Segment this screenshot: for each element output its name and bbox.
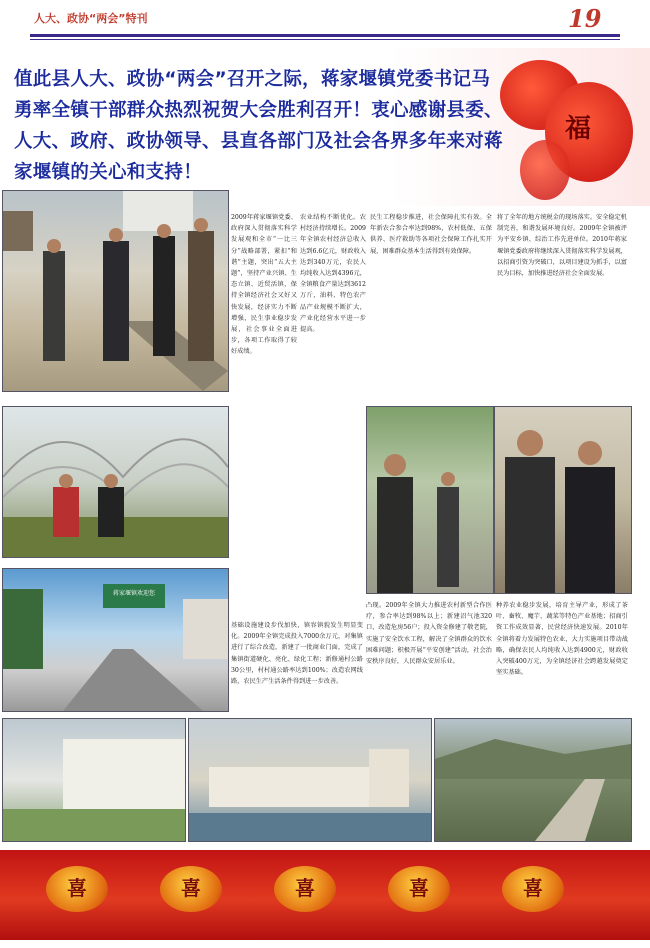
lantern-character: 喜 [67,876,87,900]
photo-town-street [2,568,229,712]
article-column-2: 农业结构不断优化。农村经济持续增长。2009年全镇农村经济总收入达到6.6亿元，财政收入达到340万元，农民人均纯收入达到4396元，全镇粮食产量达到3612万斤，油料、特色农产品产业规模不断扩大，产业化经营水平进一步提高。 [300,214,366,334]
photo-new-village-scene [189,719,431,841]
photo-leaders-talking [366,406,494,594]
page-number: 19 [568,4,602,33]
headline-text: 值此县人大、政协“两会”召开之际，蒋家堰镇党委书记马 勇率全镇干部群众热烈祝贺大会胜利召开！衷心感谢县委、人大、政府、政协领导、县直各部门及社会各界多年来对蒋家堰镇的关心和支持！ [14,69,509,183]
lantern-character: 喜 [409,876,429,900]
article-lower-1: 凸现。2009年全镇大力推进农村新型合作医疗，参合率达到98%以上；新建沼气池320口，改造危房56户；投入资金修建了敬老院，实施了安全饮水工程，解决了全镇群众的饮水困难问题；积极开展“平安创建”活动，社会治安秩序良好，人民群众安居乐业。 [366,602,492,666]
article-lower-2: 种养农业稳步发展，培育主导产业，形成了茶叶、畜牧、魔芋、蔬菜等特色产业基地；招商引资工作成效显著，民营经济快速发展。2010年全镇将着力发展特色农业，大力实施项目带动战略，确保农民人均纯收入达到4900元，财政收入突破400万元，为全镇经济社会跨越发展奠定坚实基础。 [496,602,628,677]
red-lantern-icon [520,140,570,200]
photo-new-village [188,718,432,842]
lantern-character: 喜 [181,876,201,900]
special-issue-title: 人大、政协“两会”特刊 [34,12,148,25]
photo-road-inspection-scene [3,191,228,391]
photo-greenhouse-scene [3,407,228,557]
article-column-1: 2009年蒋家堰镇党委、政府深入贯彻落实科学发展观和全市“一比三分”战略部署，紧扣“和谐”主题，突出“五大主题”，坚持产业兴镇、生态立镇、近贸活镇，保持全镇经济社会又好又快发展，经济实力不断增强，民生事业稳步发展，社会事业全面进步，各项工作取得了较好成绩。 [231,214,297,356]
header-rule [30,34,620,37]
welcome-sign-text: 蒋家堰镇欢迎您 [112,590,155,597]
lantern-character: 喜 [523,876,543,900]
photo-leaders-visiting [494,406,632,594]
photo-leaders-talking-scene [367,407,493,593]
photo-village-buildings [2,718,186,842]
lantern-character: 喜 [295,876,315,900]
article-middle: 基础设施建设步伐加快，镇容镇貌发生明显变化。2009年全镇完成投入7000余万元，对集镇进行了综合改造，新建了一批商业门面，完成了集镇街道硬化、亮化、绿化工程；新修通村公路30公里，村村通公路率达到100%；改造农网线路，农民生产生活条件得到进一步改善。 [231,622,363,686]
photo-road-inspection [2,190,229,392]
page-header [0,0,650,46]
fu-character: 福 [565,114,592,144]
photo-mountain-road [434,718,632,842]
photo-village-buildings-scene [3,719,185,841]
header-rule-thin [30,39,620,40]
article-column-3: 民生工程稳步推进，社会保障扎实有效。全年新农合参合率达到98%，农村低保、五保供养、医疗救助等各项社会保障工作扎实开展，困难群众基本生活得到有效保障。 [370,214,492,255]
photo-greenhouse [2,406,229,558]
photo-mountain-road-scene [435,719,631,841]
photo-leaders-visiting-scene [495,407,631,593]
article-column-4: 将了全年的地方统税金的现场落实。安全稳定机制完善，和谐发展环境良好。2009年全镇被评为平安乡镇、综治工作先进单位。2010年蒋家堰镇党委政府将继续深入贯彻落实科学发展观，以招商引资为突破口，以项目建设为抓手，以富民为目标，加快推进经济社会全面发展。 [497,214,627,278]
